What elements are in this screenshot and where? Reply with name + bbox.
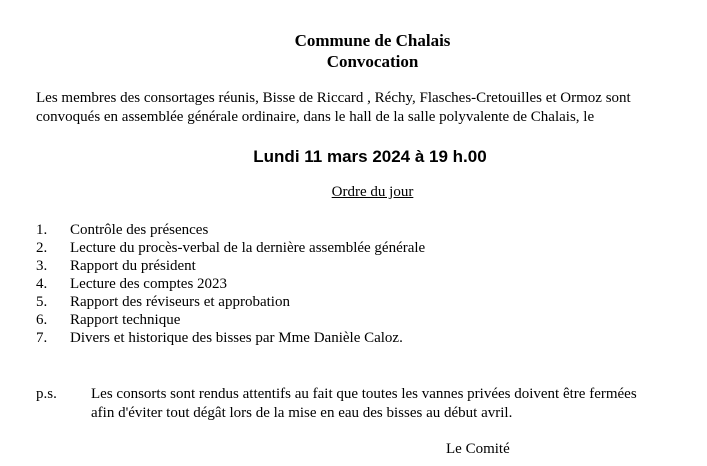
agenda-item-number: 7.: [36, 330, 48, 346]
agenda-item-text: Rapport du président: [70, 258, 196, 274]
agenda-item-number: 6.: [36, 312, 48, 328]
intro-paragraph: [36, 89, 696, 127]
signature: Le Comité: [446, 441, 510, 457]
agenda-item: [36, 311, 425, 329]
agenda-item: [36, 239, 425, 257]
document-title: Convocation: [326, 52, 419, 71]
agenda-item-number: 4.: [36, 276, 48, 292]
agenda-item-number: 3.: [36, 258, 48, 274]
agenda-item: [36, 221, 425, 239]
agenda-item: [36, 329, 425, 347]
agenda-list: [36, 221, 425, 347]
agenda-item-text: Lecture des comptes 2023: [70, 276, 228, 292]
postscript-line: Les consorts sont rendus attentifs au fait que toutes les vannes privées doivent être fermées: [91, 386, 637, 402]
meeting-date: Lundi 11 mars 2024 à 19 h.00: [253, 147, 487, 166]
agenda-item-number: 5.: [36, 294, 48, 310]
agenda-item: [36, 275, 425, 293]
intro-line: convoqués en assemblée générale ordinaire, dans le hall de la salle polyvalente de Chalais, le: [36, 109, 595, 125]
agenda-item: [36, 293, 425, 311]
agenda-item-number: 1.: [36, 222, 48, 238]
agenda-item-text: Rapport technique: [70, 312, 181, 328]
agenda-item-text: Divers et historique des bisses par Mme Danièle Caloz.: [70, 330, 403, 346]
agenda-item: [36, 257, 425, 275]
agenda-heading: Ordre du jour: [331, 184, 414, 200]
agenda-item-text: Contrôle des présences: [70, 222, 209, 238]
postscript-line: afin d'éviter tout dégât lors de la mise en eau des bisses au début avril.: [91, 405, 513, 421]
postscript-text: [91, 385, 637, 423]
municipality-title: Commune de Chalais: [294, 31, 451, 50]
agenda-item-text: Lecture du procès-verbal de la dernière assemblée générale: [70, 240, 426, 256]
postscript-label: p.s.: [36, 386, 57, 402]
intro-line: Les membres des consortages réunis, Bisse de Riccard , Réchy, Flasches-Cretouilles et Ormoz sont: [36, 90, 631, 106]
agenda-item-number: 2.: [36, 240, 48, 256]
agenda-item-text: Rapport des réviseurs et approbation: [70, 294, 290, 310]
